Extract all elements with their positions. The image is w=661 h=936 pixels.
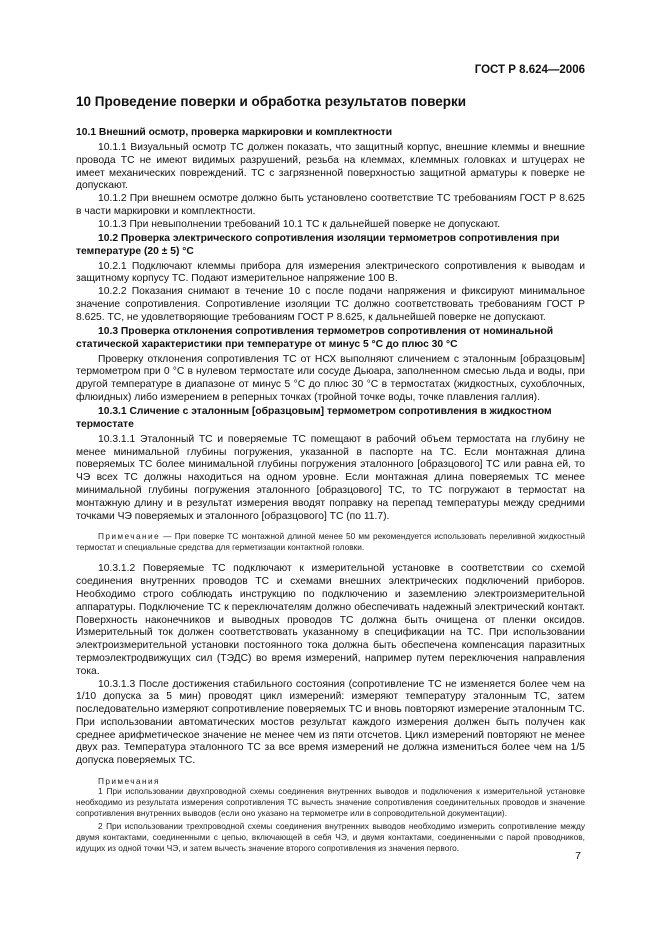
paragraph-10-3-1-2: 10.3.1.2 Поверяемые ТС подключают к измерительной установке в соответствии со схемой соединения внутренних проводов ТС и схемами внешних электрических подключений приборов. Необходимо строго соблюдать инструкцию по подключению и заземлению электроизмерительной аппаратуры. Подключение ТС к переключателям должно обеспечивать надежный электрический контакт. Поверхность наконечников и выводных проводов ТС должна быть очищена от пленки оксидов. Измерительный ток должен соответствовать указанному в спецификации на ТС. При использовании электроизмерительной установки постоянного тока должна быть обеспечена компенсация паразитных термоэлектродвижущих сил (ТЭДС) во время измерений, например путем переключения направления тока.	[76, 563, 585, 677]
note-text: — При поверке ТС монтажной длиной менее 50 мм рекомендуется использовать переливной жидкостный термостат и специальные средства для герметизации контактной головки.	[76, 531, 585, 553]
note-label: Примечание	[98, 531, 161, 542]
note-1: 1 При использовании двухпроводной схемы соединения внутренних выводов и подключения к измерительной установке необходимо из результата измерения сопротивления ТС вычесть значение сопротивления соединительных проводов и значение сопротивления внутренних выводов (если оно указано на термометре или в сопроводительной документации).	[76, 786, 585, 819]
paragraph-10-1-1: 10.1.1 Визуальный осмотр ТС должен показать, что защитный корпус, внешние клеммы и внешние провода ТС не имеют видимых разрушений, резьба на клеммах, клеммных головках и штуцерах не имеет механических повреждений. ТС с загрязненной поверхностью защитной арматуры к поверке не допускают.	[76, 142, 585, 192]
section-title: 10 Проведение поверки и обработка результатов поверки	[76, 94, 467, 109]
note-10-3-1-1	[76, 531, 585, 553]
document-id-header: ГОСТ Р 8.624—2006	[474, 64, 585, 76]
subsection-10-2-title: 10.2 Проверка электрического сопротивления изоляции термометров сопротивления при температуре (20 ± 5) °С	[76, 232, 560, 257]
paragraph-10-2-2: 10.2.2 Показания снимают в течение 10 с после подачи напряжения и фиксируют минимальное значение сопротивления. Сопротивление изоляции ТС должно соответствовать требованиям ГОСТ Р 8.625. ТС, не удовлетворяющие требованиям ГОСТ Р 8.625, к дальнейшей поверке не допускают.	[76, 286, 585, 323]
subsection-10-3-title: 10.3 Проверка отклонения сопротивления термометров сопротивления от номинальной статической характеристики при температуре от минус 5 °С до плюс 30 °С	[76, 325, 554, 350]
paragraph-10-3-1-1: 10.3.1.1 Эталонный ТС и поверяемые ТС помещают в рабочий объем термостата на глубину не менее минимальной глубины погружения, указанной в паспорте на ТС. Если монтажная длина поверяемых ТС более минимальной глубины погружения эталонного [образцового] ТС или равна ей, то ЧЭ всех ТС должны находиться на одном уровне. Если монтажная длина поверяемых ТС менее минимальной глубины погружения эталонного [образцового] ТС, то ТС погружают в термостат на монтажную длину и в результат измерения вводят поправку на перепад температуры между средними точками ЧЭ поверяемых и эталонного [образцового] ТС (по 11.7).	[76, 433, 585, 522]
notes-title: Примечания	[98, 776, 160, 787]
subsection-10-3-1-title: 10.3.1 Сличение с эталонным [образцовым] термометром сопротивления в жидкостном термостате	[76, 405, 552, 430]
subsection-10-1-title: 10.1 Внешний осмотр, проверка маркировки и комплектности	[76, 127, 393, 138]
paragraph-10-1-3: 10.1.3 При невыполнении требований 10.1 ТС к дальнейшей поверке не допускают.	[98, 218, 501, 230]
paragraph-10-3-1-3: 10.3.1.3 После достижения стабильного состояния (сопротивление ТС не изменяется более чем на 1/10 допуска за 5 мин) проводят цикл измерений: измеряют температуру эталонным ТС, затем последовательно измеряют сопротивление поверяемых ТС и вновь повторяют измерение эталонным ТС. При использовании автоматических мостов результат каждого измерения должен быть получен как среднее арифметическое значение не менее чем из пяти отсчетов. Цикл измерений повторяют не менее двух раз. Температура эталонного ТС за все время измерений не должна измениться более чем на 1/5 допуска поверяемых ТС.	[76, 678, 585, 767]
page-number: 7	[575, 850, 581, 862]
note-2: 2 При использовании трехпроводной схемы соединения внутренних выводов необходимо измерить сопротивление между двумя контактами, соединенными с цепью, включающей в себя ЧЭ, и двумя контактами, соединенными с парой проводников, идущих из одной точки ЧЭ, и затем вычесть значение второго сопротивления из значения первого.	[76, 821, 585, 854]
paragraph-10-3-intro: Проверку отклонения сопротивления ТС от НСХ выполняют сличением с эталонным [образцовым] термометром при 0 °С в нулевом термостате или сосуде Дьюара, заполненном смесью льда и воды, при другой температуре в диапазоне от минус 5 °С до плюс 30 °С в термостатах (жидкостных, сухоблочных, флюидных) либо измерением в реперных точках (тройной точке воды, точке плавления галлия).	[76, 353, 585, 403]
paragraph-10-2-1: 10.2.1 Подключают клеммы прибора для измерения электрического сопротивления к выводам и защитному корпусу ТС. Подают измерительное напряжение 100 В.	[76, 260, 585, 285]
paragraph-10-1-2: 10.1.2 При внешнем осмотре должно быть установлено соответствие ТС требованиям ГОСТ Р 8.625 в части маркировки и комплектности.	[76, 193, 585, 217]
page-content	[76, 94, 585, 854]
